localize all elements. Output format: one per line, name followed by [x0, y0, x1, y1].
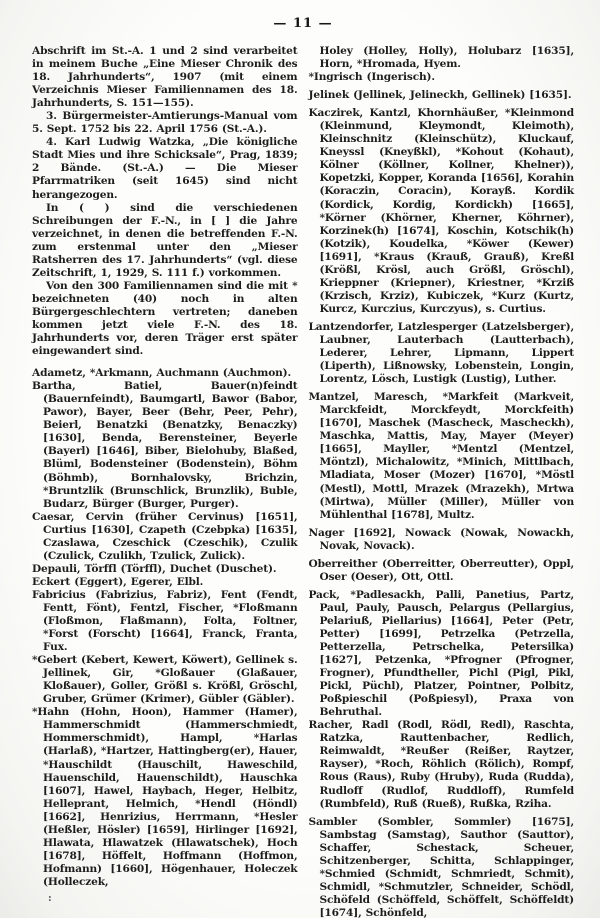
- paragraph: In ( ) sind die verschiedenen Schreibungen der F.-N., in [ ] die Jahre verzeichnet, in denen die betreffenden F.-N. zum erstenmal unter den „Mieser Ratsherren des 17. Jahrhunderts“ (vgl. diese Zeitschrift, 1, 1929, S. 111 f.) vorkommen.: [32, 201, 298, 279]
- paragraph: Eckert (Eggert), Egerer, Elbl.: [32, 575, 204, 588]
- paragraph: Caesar, Cervin (früher Cervinus) [1651], Curtius [1630], Czapeth (Czebpka) [1635], Czaslawa, Czeschick (Czeschik), Czulik (Czulick, Czulikh, Tzulick, Zulick).: [32, 510, 298, 562]
- paragraph: *Ingrisch (Ingerisch).: [308, 71, 435, 84]
- paragraph: 3. Bürgermeister-Amtierungs-Manual vom 5. Sept. 1752 bis 22. April 1756 (St.-A.).: [32, 110, 298, 136]
- page-number: — 11 —: [273, 16, 333, 31]
- paragraph: Jelinek (Jellinek, Jelineckh, Gellinek) [1635].: [308, 89, 572, 102]
- paragraph: Nager [1692], Nowack (Nowak, Nowackh, Novak, Novack).: [308, 526, 574, 552]
- paragraph: Bartha, Batiel, Bauer(n)feindt (Bauernfeindt), Baumgartl, Bawor (Babor, Pawor), Bayer, Beer (Behr, Peer, Pehr), Beierl, Benatzki (Benatzky, Benaczky) [1630], Benda, Berensteiner, Beyerle (Bayerl) [1646], Biber, Bielohuby, Blaßed, Blüml, Bodensteiner (Bodenstein), Böhm (Böhmb), Bornhalovsky, Brichzin, *Bruntzlik (Brunschlick, Brunzlik), Buble, Budarz, Bürger (Burger, Purger).: [32, 380, 298, 510]
- paragraph: Mantzel, Maresch, *Markfeit (Markveit, Marckfeidt, Morckfeydt, Morckfeith) [1670], Maschek (Mascheck, Mascheckh), Maschka, Mattis, May, Mayer (Meyer) [1665], Mayller, *Mentzl (Mentzel, Möntzl), Michalowitz, *Minich, Mittlbach, Mladiata, Moser (Mozer) [1670], *Möstl (Mestl), Mottl, Mrazek (Mrazekh), Mrtwa (Mirtwa), Müller (Miller), Müller von Mühlenthal [1678], Multz.: [308, 391, 574, 521]
- left-text-column: [32, 45, 298, 918]
- paragraph: Abschrift im St.-A. 1 und 2 sind verarbeitet in meinem Buche „Eine Mieser Chronik des 18. Jahrhunderts“, 1907 (mit einem Verzeichnis Mieser Familiennamen des 18. Jahrhunderts, S. 151—155).: [32, 45, 298, 110]
- paragraph: Fabricius (Fabrizius, Fabriz), Fent (Fendt, Fentt, Fönt), Fentzl, Fischer, *Floßmann (Floßmon, Flaßmann), Folta, Foltner, *Forst (Forscht) [1664], Franck, Franta, Fux.: [32, 588, 298, 654]
- paragraph: Pack, *Padlesackh, Palli, Panetius, Partz, Paul, Pauly, Pausch, Pelargus (Pellargius, Pelariuß, Piellarius) [1664], Peter (Petr, Petter) [1699], Petrzelka (Petrzella, Petterzella, Petrschelka, Petersilka) [1627], Petzenka, *Pfrogner (Pfrogner, Frogner), Pfundtheller, Pichl (Pigl, Pikl, Pickl, Püchl), Platzer, Pointner, Polbitz, Poßpieschil (Poßpiesyl), Praxa von Behruthal.: [308, 588, 574, 719]
- two-column-text: [32, 45, 574, 918]
- paragraph: Racher, Radl (Rodl, Rödl, Redl), Raschta, Ratzka, Rauttenbacher, Redlich, Reimwaldt, *Reußer (Reißer, Raytzer, Rayser), *Roch, Röhlich (Rölich), Rompf, Rous (Raus), Ruby (Hruby), Ruda (Rudda), Rudloff (Rudlof, Ruddloff), Rumfeld (Rumbfeld), Ruß (Rueß), Rußka, Rziha.: [308, 719, 574, 810]
- paragraph: Depauli, Törffl (Törffl), Duchet (Duschet).: [32, 562, 277, 575]
- paragraph: Oberreither (Oberreitter, Oberreutter), Oppl, Oser (Oeser), Ott, Ottl.: [308, 557, 574, 583]
- paragraph: 4. Karl Ludwig Watzka, „Die königliche Stadt Mies und ihre Schicksale“, Prag, 1839; 2 Bände. (St.-A.) — Die Mieser Pfarrmatriken (seit 1645) sind nicht herangezogen.: [32, 136, 298, 201]
- right-text-column: [309, 45, 575, 918]
- paragraph: Sambler (Sombler, Sommler) [1675], Sambstag (Samstag), Sauthor (Sauttor), Schaffer, Schestack, Scheuer, Schitzenberger, Schitta, Schlappinger, *Schmied (Schmidt, Schmriedt, Schmit), Schmidl, *Schmutzler, Schneider, Schödl, Schöfeld (Schöffeld, Schöffelt, Schöffeldt) [1674], Schönfeld,: [308, 815, 574, 918]
- paragraph: Lantzendorfer, Latzlesperger (Latzelsberger), Laubner, Lauterbach (Lautterbach), Lederer, Lehrer, Lipmann, Lippert (Liperth), Lißnowsky, Lobenstein, Longin, Lorentz, Lösch, Lustigk (Lustig), Luther.: [308, 320, 574, 386]
- paragraph: Kaczirek, Kantzl, Khornhäußer, *Kleinmond (Kleinmund, Kleymondt, Kleimoth), Kleinschnitz (Kleinschütz), Kluckauf, Kneyssl (Kneyßkl), *Kohout (Kohaut), Kölner (Köllner, Kollner, Khelner)), Kopetzki, Kopper, Koranda [1656], Korahin (Koraczin, Coracin), Korayß. Kordik (Kordick, Kordig, Kordickh) [1665], *Körner (Khörner, Kherner, Köhrner), Korzinek(h) [1674], Koschin, Kotschik(h) (Kotzik), Koudelka, *Köwer (Kewer) [1691], *Kraus (Krauß, Grauß), Kreßl (Krößl, Krösl, auch Größl, Gröschl), Krieppner (Kriepner), Kriestner, *Krziß (Krzisch, Krziz), Kubiczek, *Kurz (Kurtz, Kurcz, Kurczius, Kurczyus), s. Curtius.: [308, 107, 574, 315]
- paragraph: *Hahn (Hohn, Hoon), Hammer (Hamer), Hammerschmidt (Hammerschmiedt, Hommerschmidt), Hampl, *Harlas (Harlaß), *Hartzer, Hattingberg(er), Hauer, *Hauschildt (Hauschilt, Haweschild, Hauenschild, Hauenschildt), Hauschka [1607], Hawel, Haybach, Heger, Helbitz, Helleprant, Helmich, *Hendl (Höndl) [1662], Henrizius, Herrmann, *Hesler (Heßler, Hösler) [1659], Hirlinger [1692], Hlawata, Hlawatzek (Hlawatschek), Hoch [1678], Höffelt, Hoffmann (Hoffmon, Hofmann) [1660], Högenhauer, Holeczek (Holleczek,: [32, 706, 298, 888]
- paragraph: Holey (Holley, Holly), Holubarz [1635], Horn, *Hromada, Hyem.: [319, 45, 574, 71]
- paragraph: Von den 300 Familiennamen sind die mit * bezeichneten (40) noch in alten Bürgergeschlechtern vertreten; daneben kommen jetzt viele F.-N. des 18. Jahrhunderts vor, deren Träger erst später eingewandert sind.: [32, 279, 298, 358]
- paragraph: Adametz, *Arkmann, Auchmann (Auchmon).: [32, 367, 292, 380]
- scan-artifact: :: [48, 893, 52, 904]
- paragraph: *Gebert (Kebert, Kewert, Köwert), Gellinek s. Jellinek, Gir, *Gloßauer (Glaßauer, Kloßauer), Goller, Größl s. Krößl, Gröschl, Gruber, Grümer (Krimer), Gübler (Gäbler).: [32, 654, 298, 706]
